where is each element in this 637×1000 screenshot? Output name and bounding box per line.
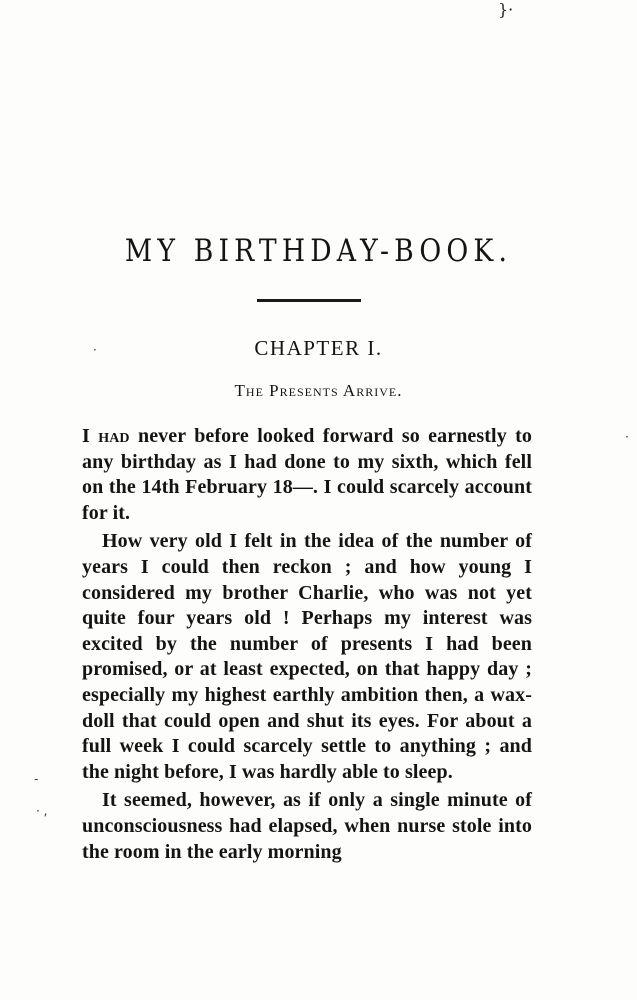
print-speck: · [93, 343, 97, 357]
book-title: MY BIRTHDAY-BOOK. [124, 233, 513, 269]
paragraph-text: How very old I felt in the idea of the number of years I could then reckon ; and how young I considered my brother Charlie, who was not yet quite four years old ! Perhaps my interest was excited by the number of presents I had been promised, or at least expected, on that happy day ; especially my highest earthly ambition then, a wax-doll that could open and shut its eyes. For about a full week I could scarcely settle to anything ; and the night before, I was hardly able to sleep. [82, 530, 532, 783]
print-speck: · , [36, 804, 48, 818]
print-speck: - [34, 772, 39, 786]
page-corner-mark: }· [498, 0, 514, 19]
chapter-body [82, 424, 532, 865]
title-rule [257, 299, 361, 302]
paragraph-text: never before looked forward so earnestly to any birthday as I had done to my sixth, which fell on the 14th February 18—. I could scarcely account for it. [82, 425, 532, 524]
print-speck: · [625, 430, 629, 444]
paragraph-1 [82, 424, 532, 526]
chapter-subtitle: The Presents Arrive. [234, 381, 403, 400]
chapter-heading: CHAPTER I. [254, 336, 383, 360]
paragraph-text: It seemed, however, as if only a single minute of unconsciousness had elapsed, when nurse stole into the room in the early morning [82, 789, 532, 863]
paragraph-3 [82, 788, 532, 865]
paragraph-lead-words: I had [82, 425, 130, 447]
paragraph-2 [82, 529, 532, 785]
